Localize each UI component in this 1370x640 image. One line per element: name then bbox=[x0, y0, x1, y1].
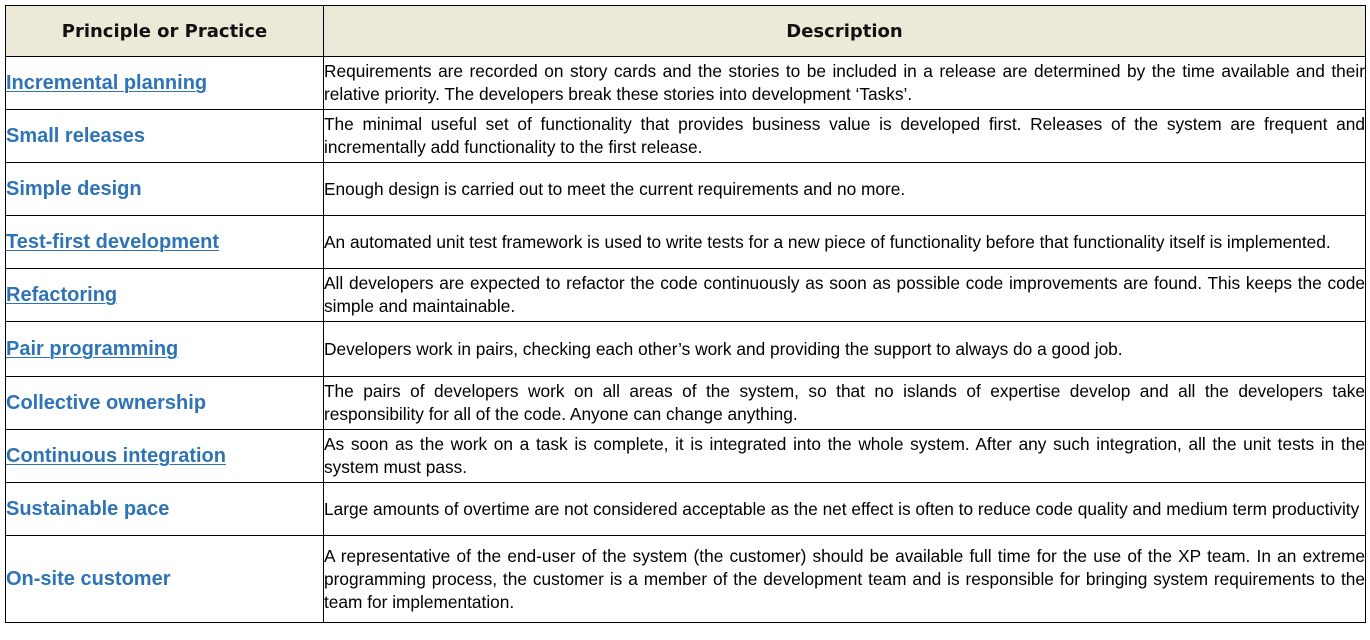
principle-label-on-site-customer: On-site customer bbox=[6, 567, 171, 590]
description-cell: All developers are expected to refactor the code continuously as soon as possible code improvements are found. This keeps the code simple and maintainable. bbox=[324, 269, 1366, 322]
table-row bbox=[6, 322, 1366, 377]
table-row bbox=[6, 430, 1366, 483]
principle-link-refactoring[interactable]: Refactoring bbox=[6, 283, 118, 306]
principle-label-small-releases: Small releases bbox=[6, 124, 145, 147]
principle-cell bbox=[6, 377, 324, 430]
principle-link-continuous-integration[interactable]: Continuous integration bbox=[6, 444, 226, 467]
principle-cell bbox=[6, 163, 324, 216]
description-cell: Developers work in pairs, checking each other’s work and providing the support to always do a good job. bbox=[324, 322, 1366, 377]
principle-label-simple-design: Simple design bbox=[6, 177, 142, 200]
header-row bbox=[6, 6, 1366, 57]
table-row bbox=[6, 536, 1366, 623]
principle-cell bbox=[6, 269, 324, 322]
principle-link-pair-programming[interactable]: Pair programming bbox=[6, 337, 179, 360]
table-row bbox=[6, 163, 1366, 216]
principle-cell bbox=[6, 483, 324, 536]
table-row bbox=[6, 269, 1366, 322]
principle-cell bbox=[6, 322, 324, 377]
principle-label-sustainable-pace: Sustainable pace bbox=[6, 497, 170, 520]
xp-practices-table bbox=[5, 5, 1366, 623]
table-row bbox=[6, 216, 1366, 269]
principle-cell bbox=[6, 216, 324, 269]
description-cell: An automated unit test framework is used to write tests for a new piece of functionality before that functionality itself is implemented. bbox=[324, 216, 1366, 269]
principle-label-collective-ownership: Collective ownership bbox=[6, 391, 207, 414]
description-cell: Large amounts of overtime are not considered acceptable as the net effect is often to reduce code quality and medium term productivity bbox=[324, 483, 1366, 536]
description-cell: A representative of the end-user of the system (the customer) should be available full time for the use of the XP team. In an extreme programming process, the customer is a member of the development team and is responsible for bringing system requirements to the team for implementation. bbox=[324, 536, 1366, 623]
table-row bbox=[6, 377, 1366, 430]
description-cell: Enough design is carried out to meet the current requirements and no more. bbox=[324, 163, 1366, 216]
principle-cell bbox=[6, 57, 324, 110]
principle-link-incremental-planning[interactable]: Incremental planning bbox=[6, 71, 208, 94]
table-row bbox=[6, 57, 1366, 110]
description-cell: As soon as the work on a task is complete, it is integrated into the whole system. After any such integration, all the unit tests in the system must pass. bbox=[324, 430, 1366, 483]
header-description: Description bbox=[324, 6, 1366, 57]
description-cell: The minimal useful set of functionality that provides business value is developed first. Releases of the system are frequent and incrementally add functionality to the first release. bbox=[324, 110, 1366, 163]
description-cell: Requirements are recorded on story cards and the stories to be included in a release are determined by the time available and their relative priority. The developers break these stories into development ‘Tasks’. bbox=[324, 57, 1366, 110]
principle-cell bbox=[6, 110, 324, 163]
table-row bbox=[6, 110, 1366, 163]
table-row bbox=[6, 483, 1366, 536]
principle-cell bbox=[6, 536, 324, 623]
principle-cell bbox=[6, 430, 324, 483]
principle-link-test-first-development[interactable]: Test-first development bbox=[6, 230, 219, 253]
header-principle: Principle or Practice bbox=[6, 6, 324, 57]
description-cell: The pairs of developers work on all areas of the system, so that no islands of expertise develop and all the developers take responsibility for all of the code. Anyone can change anything. bbox=[324, 377, 1366, 430]
